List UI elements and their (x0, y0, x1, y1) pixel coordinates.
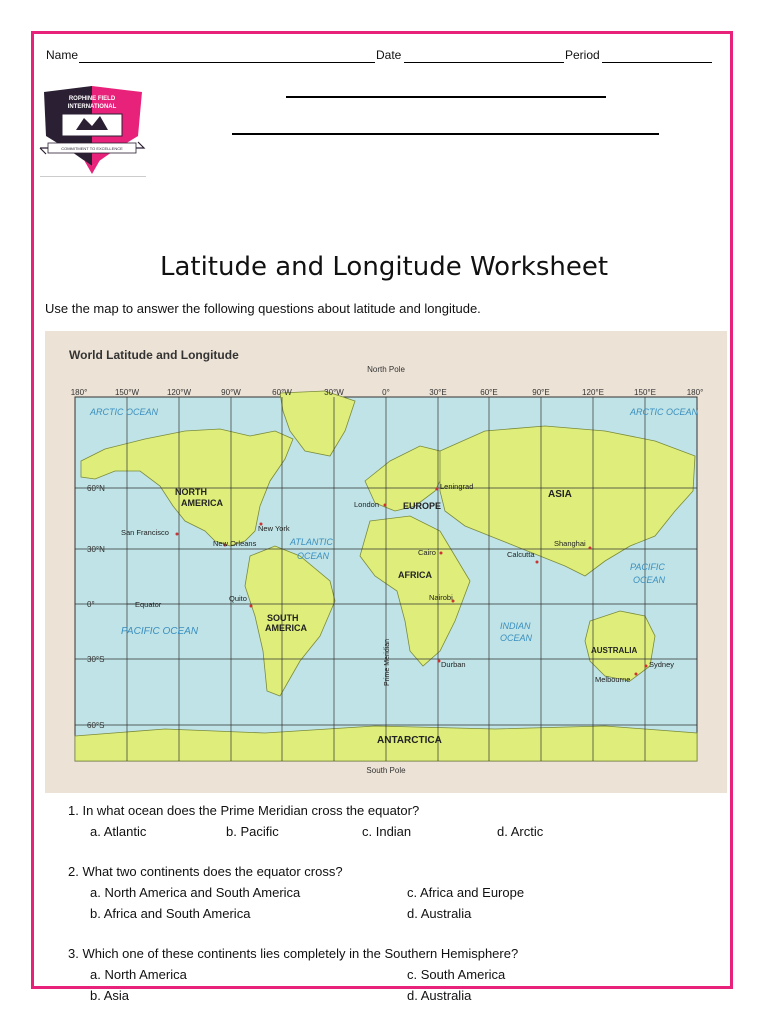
name-label: Name (46, 48, 79, 62)
city-london: London (354, 500, 380, 509)
pacific-ocean-label-e-2: OCEAN (633, 575, 666, 585)
answer-option[interactable]: a. North America (90, 967, 187, 982)
school-logo (38, 86, 146, 178)
lon-label: 120°E (582, 388, 604, 397)
city-sydney: Sydney (649, 660, 675, 669)
city-quito: Quito (229, 594, 247, 603)
logo-line-2: INTERNATIONAL (67, 104, 117, 110)
answer-option[interactable]: c. Africa and Europe (407, 885, 525, 900)
map-title: World Latitude and Longitude (69, 348, 239, 362)
lon-label: 150°W (114, 388, 140, 397)
date-field[interactable] (404, 62, 564, 63)
answer-option[interactable]: c. South America (407, 967, 506, 982)
city-melbourne: Melbourne (595, 675, 631, 684)
lon-label: 150°E (634, 388, 656, 397)
question-text: 2. What two continents does the equator cross? (68, 864, 343, 879)
lon-label: 180° (70, 388, 88, 397)
south-america-label-2: AMERICA (265, 623, 307, 633)
blank-line-1[interactable] (286, 96, 606, 98)
city-new-orleans: New Orleans (213, 539, 257, 548)
city-shanghai: Shanghai (554, 539, 586, 548)
atlantic-ocean-label-2: OCEAN (297, 551, 330, 561)
north-america-label-2: AMERICA (181, 498, 223, 508)
north-pole-label: North Pole (367, 365, 405, 374)
answer-option[interactable]: d. Australia (407, 988, 472, 1003)
logo-divider (40, 176, 146, 177)
lat-label: 30°N (87, 545, 105, 554)
indian-ocean-label-2: OCEAN (500, 633, 533, 643)
blank-line-2[interactable] (232, 133, 659, 135)
answer-option[interactable]: c. Indian (362, 824, 412, 839)
city-new-york: New York (258, 524, 290, 533)
lon-label: 90°W (221, 388, 241, 397)
city-leningrad: Leningrad (440, 482, 474, 491)
indian-ocean-label: INDIAN (500, 621, 531, 631)
answer-option[interactable]: b. Pacific (226, 824, 279, 839)
answer-option[interactable]: d. Arctic (497, 824, 544, 839)
europe-label: EUROPE (403, 501, 442, 511)
north-america-label: NORTH (175, 487, 207, 497)
lat-label: 60°N (87, 484, 105, 493)
period-field[interactable] (602, 62, 712, 63)
pacific-ocean-label-e: PACIFIC (630, 562, 665, 572)
instructions: Use the map to answer the following questions about latitude and longitude. (45, 301, 481, 316)
lon-label: 180° (686, 388, 704, 397)
answer-option[interactable]: d. Australia (407, 906, 472, 921)
city-calcutta: Calcutta (507, 550, 535, 559)
lon-label: 0° (382, 388, 390, 397)
antarctica-label: ANTARCTICA (377, 735, 442, 746)
date-label: Date (376, 48, 402, 62)
answer-option[interactable]: a. North America and South America (90, 885, 301, 900)
asia-label: ASIA (548, 489, 572, 500)
africa-label: AFRICA (398, 570, 432, 580)
logo-line-1: ROPHINE FIELD (68, 96, 116, 102)
world-map (45, 331, 727, 793)
south-america-label: SOUTH (267, 613, 299, 623)
lat-label: 60°S (87, 721, 105, 730)
australia-label: AUSTRALIA (591, 646, 638, 655)
name-field[interactable] (79, 62, 375, 63)
prime-meridian-label: Prime Meridian (384, 638, 391, 686)
lon-label: 60°W (272, 388, 292, 397)
answer-option[interactable]: b. Asia (90, 988, 130, 1003)
city-nairobi: Nairobi (429, 593, 453, 602)
lat-label: 30°S (87, 655, 105, 664)
lon-label: 120°W (166, 388, 192, 397)
arctic-ocean-label-w: ARCTIC OCEAN (90, 407, 159, 417)
city-cairo: Cairo (418, 548, 436, 557)
lon-label: 30°E (429, 388, 447, 397)
south-pole-label: South Pole (366, 766, 406, 775)
answer-option[interactable]: a. Atlantic (90, 824, 147, 839)
city-san-francisco: San Francisco (121, 528, 169, 537)
logo-motto: COMMITMENT TO EXCELLENCE (61, 146, 123, 151)
period-label: Period (565, 48, 600, 62)
pacific-ocean-label-w: PACIFIC OCEAN (121, 626, 199, 637)
city-durban: Durban (441, 660, 466, 669)
answer-option[interactable]: b. Africa and South America (90, 906, 251, 921)
lon-label: 60°E (480, 388, 498, 397)
page-title: Latitude and Longitude Worksheet (159, 252, 609, 282)
question-text: 3. Which one of these continents lies completely in the Southern Hemisphere? (68, 946, 519, 961)
lat-label: 0° (87, 600, 95, 609)
equator-label: Equator (135, 600, 162, 609)
arctic-ocean-label-e: ARCTIC OCEAN (630, 407, 699, 417)
lon-label: 30°W (324, 388, 344, 397)
question-text: 1. In what ocean does the Prime Meridian cross the equator? (68, 803, 420, 818)
lon-label: 90°E (532, 388, 550, 397)
atlantic-ocean-label: ATLANTIC (290, 537, 333, 547)
